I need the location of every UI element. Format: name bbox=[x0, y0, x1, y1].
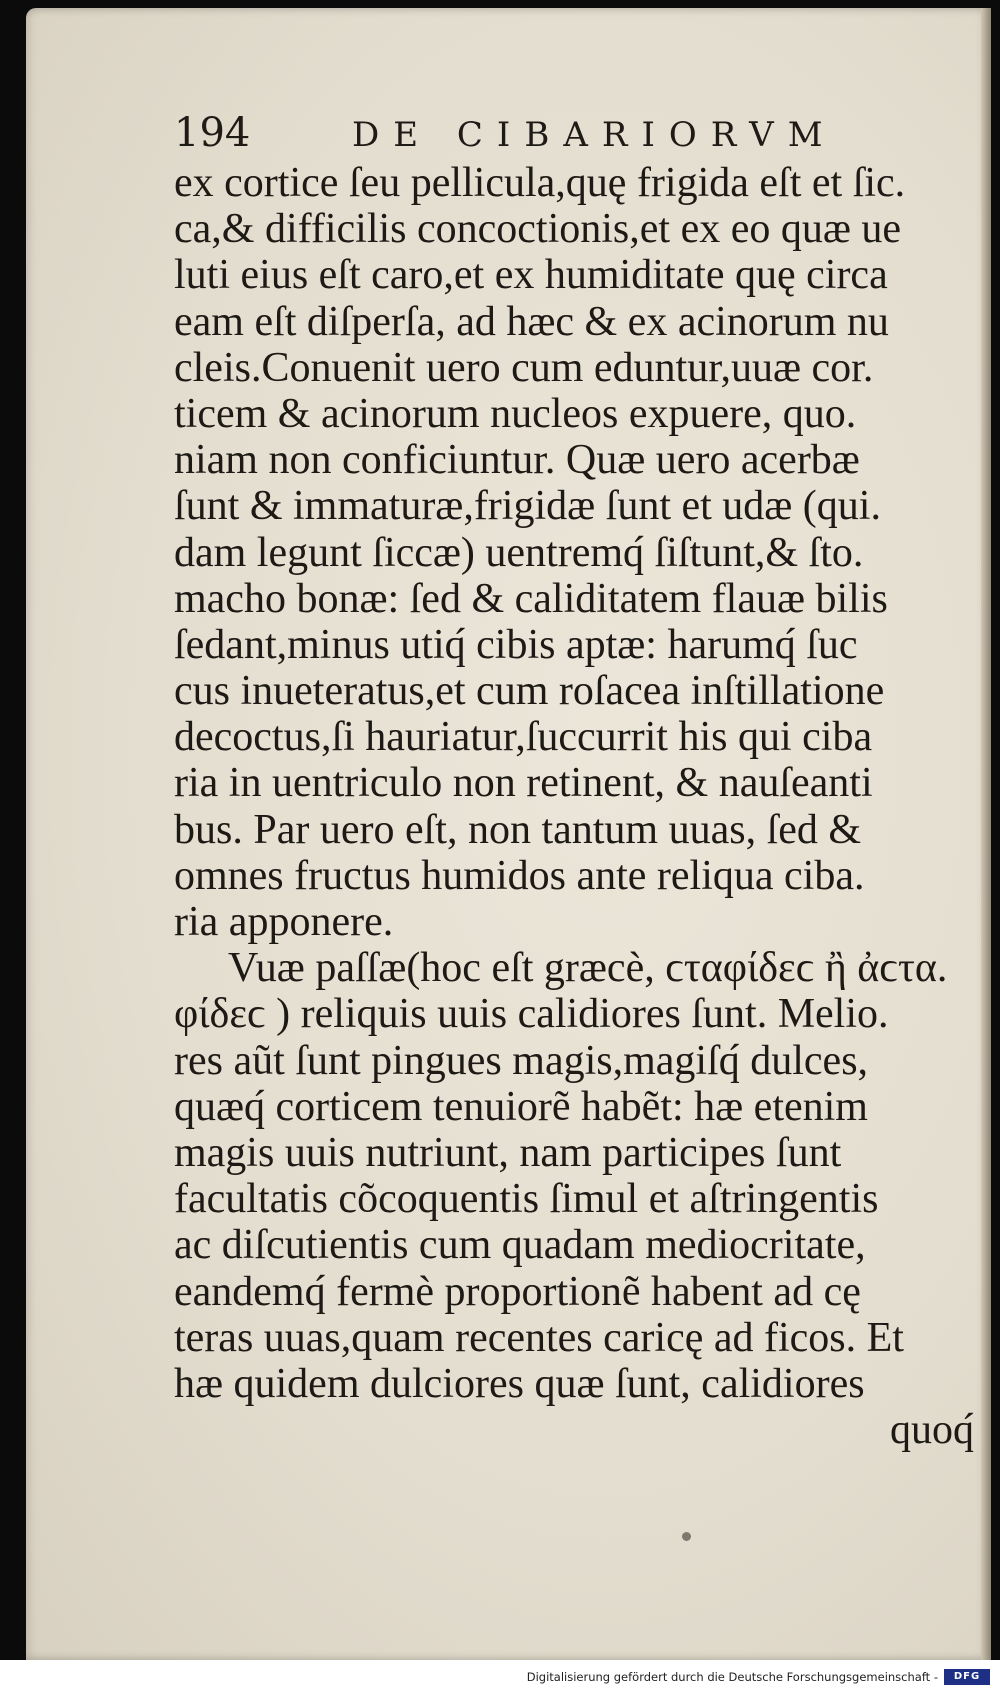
text-line: ria apponere. bbox=[174, 899, 394, 945]
text-line: dam legunt ſiccæ) uentremq́ ſiſtunt,& ſto. bbox=[174, 529, 864, 576]
book-page bbox=[26, 8, 991, 1660]
page-header bbox=[174, 108, 874, 158]
text-line: decoctus,ſi hauriatur,ſuccurrit his qui ciba bbox=[174, 714, 873, 761]
text-line: ticem & acinorum nucleos expuere, quo. bbox=[174, 390, 857, 437]
page-number: 194 bbox=[174, 110, 251, 156]
text-line: res aũt ſunt pingues magis,magiſq́ dulces, bbox=[174, 1037, 869, 1084]
text-line: ria in uentriculo non retinent, & nauſeanti bbox=[174, 760, 873, 807]
text-line: ſedant,minus utiq́ cibis aptæ: harumq́ ſuc bbox=[174, 621, 858, 668]
footer-credit: Digitalisierung gefördert durch die Deutsche Forschungsgemeinschaft - bbox=[526, 1670, 938, 1684]
text-line: bus. Par uero eſt, non tantum uuas, ſed & bbox=[174, 806, 862, 853]
text-line: φίδεϲ ) reliquis uuis calidiores ſunt. Melio. bbox=[174, 991, 889, 1038]
text-line: niam non conficiuntur. Quæ uero acerbæ bbox=[174, 437, 860, 484]
text-line: magis uuis nutriunt, nam participes ſunt bbox=[174, 1129, 842, 1176]
paragraph-start-line: Vuæ paſſæ(hoc eſt græcè, ϲταφίδεϲ ἢ ἀϲτα. bbox=[228, 945, 948, 992]
text-line: facultatis cõcoquentis ſimul et aſtringentis bbox=[174, 1176, 879, 1223]
text-line: luti eius eſt caro,et ex humiditate quę circa bbox=[174, 252, 888, 299]
text-line: eandemq́ fermè proportionẽ habent ad cę bbox=[174, 1268, 861, 1315]
text-line: macho bonæ: ſed & caliditatem flauæ bilis bbox=[174, 575, 888, 622]
text-line: cus inueteratus,et cum roſacea inſtillatione bbox=[174, 668, 885, 715]
text-line: cleis.Conuenit uero cum eduntur,uuæ cor. bbox=[174, 344, 874, 391]
text-line: hæ quidem dulciores quæ ſunt, calidiores bbox=[174, 1360, 865, 1407]
dfg-logo: DFG bbox=[944, 1669, 990, 1685]
text-line: ex cortice ſeu pellicula,quę frigida eſt et ſic. bbox=[174, 160, 906, 206]
catchword: quoq́ bbox=[890, 1407, 974, 1454]
text-line: ca,& difficilis concoctionis,et ex eo quæ ue bbox=[174, 206, 902, 253]
ink-blot bbox=[682, 1532, 691, 1541]
text-line: omnes fructus humidos ante reliqua ciba. bbox=[174, 852, 865, 899]
text-line: ſunt & immaturæ,frigidæ ſunt et udæ (qui. bbox=[174, 483, 881, 530]
text-line: quæq́ corticem tenuiorẽ habẽt: hæ etenim bbox=[174, 1083, 868, 1130]
running-title: DE CIBARIORVM bbox=[352, 115, 837, 155]
text-line: teras uuas,quam recentes caricę ad ficos. Et bbox=[174, 1314, 904, 1361]
text-line: ac diſcutientis cum quadam mediocritate, bbox=[174, 1222, 866, 1269]
footer-bar bbox=[0, 1660, 1000, 1692]
page-edge bbox=[981, 8, 991, 1660]
body-text bbox=[174, 160, 974, 1453]
text-line: eam eſt diſperſa, ad hæc & ex acinorum nu bbox=[174, 298, 889, 345]
